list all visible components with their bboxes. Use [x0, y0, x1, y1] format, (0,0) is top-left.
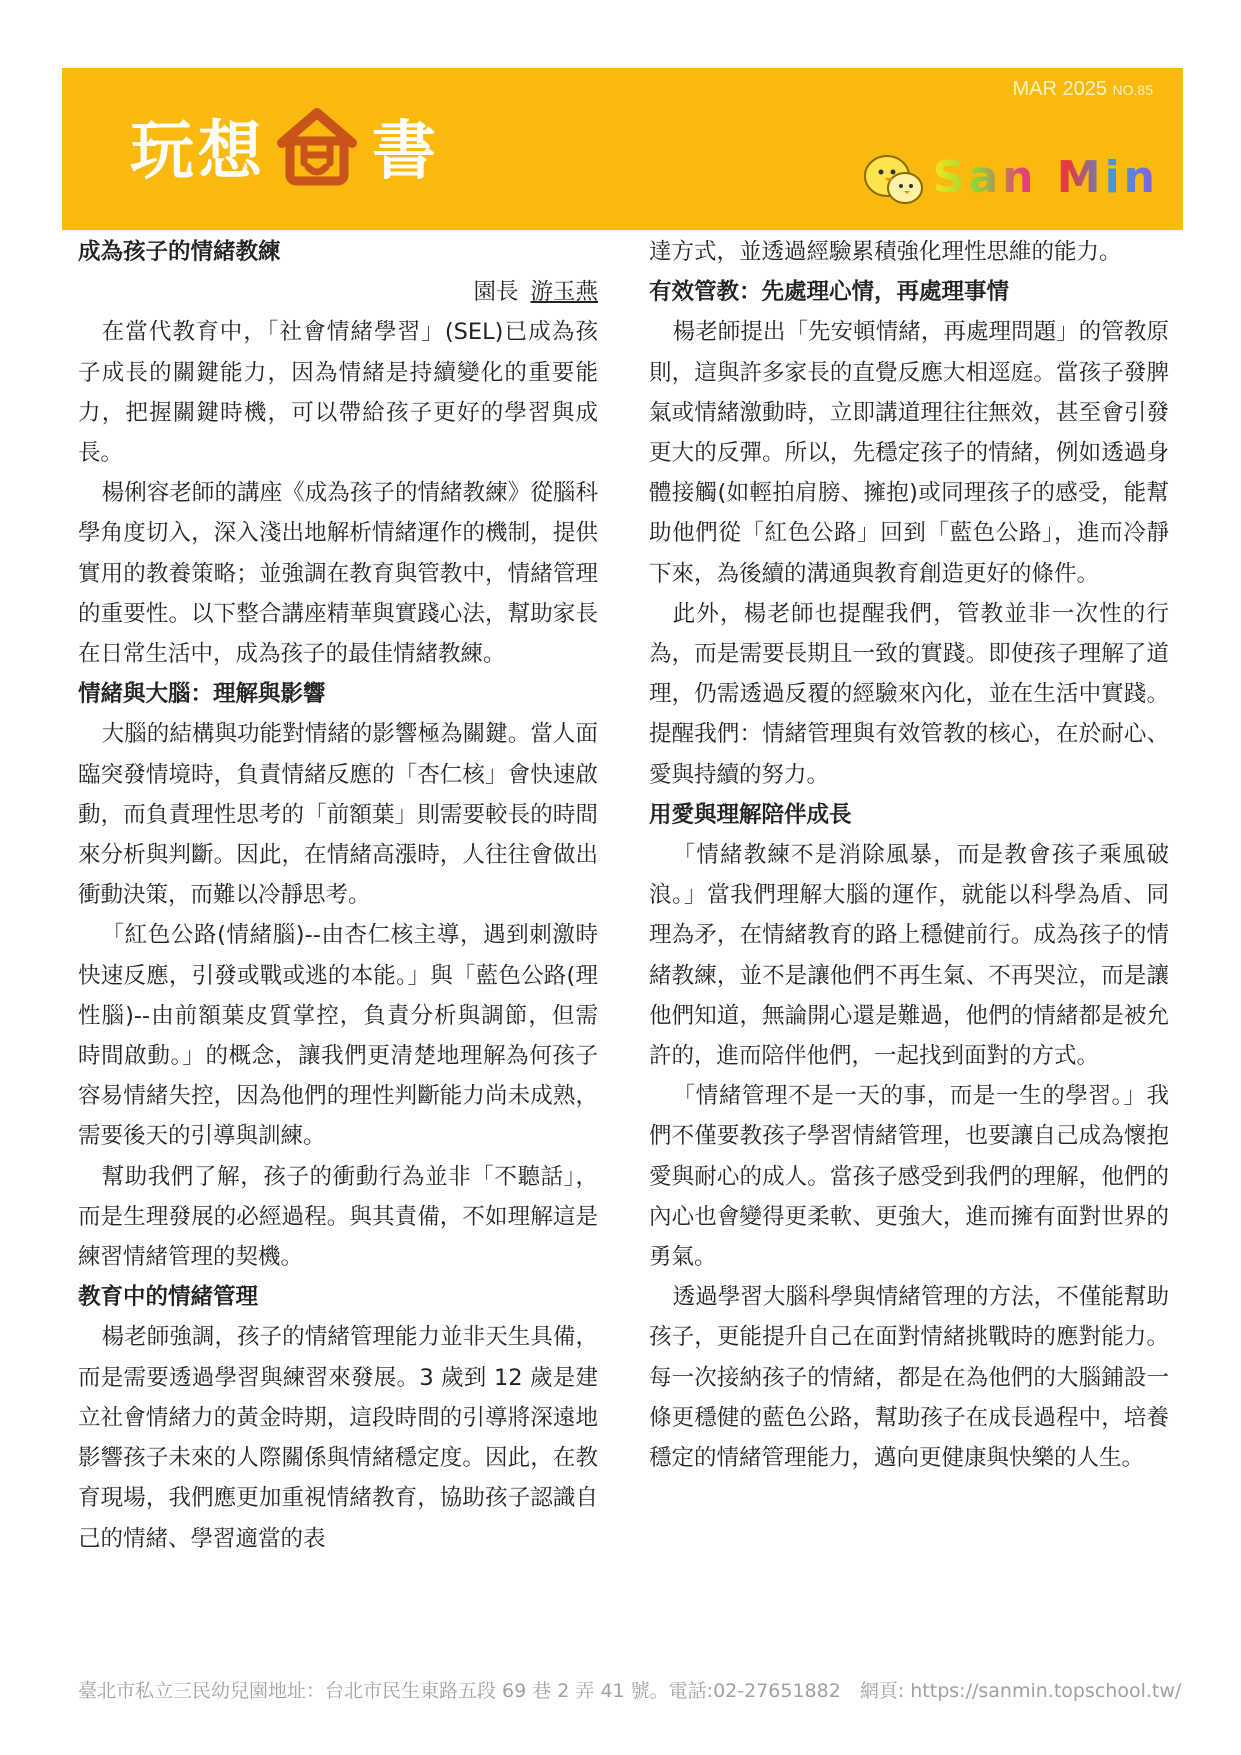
paragraph: 在當代教育中，「社會情緒學習」(SEL)已成為孩子成長的關鍵能力，因為情緒是持續變化的重要能力，把握關鍵時機，可以帶給孩子更好的學習與成長。	[78, 319, 598, 467]
paragraph: 楊老師強調，孩子的情緒管理能力並非天生具備，而是需要透過學習與練習來發展。3 歲到 12 歲是建立社會情緒力的黃金時期，這段時間的引導將深遠地影響孩子未來的人際關係與情緒穩定度。因此，在教育現場，我們應更加重視情緒教育，協助孩子認識自己的情緒、學習適當的表	[78, 1324, 598, 1552]
paragraph: 「情緒管理不是一天的事，而是一生的學習。」我們不僅要教孩子學習情緒管理，也要讓自己成為懷抱愛與耐心的成人。當孩子感受到我們的理解，他們的內心也會變得更柔軟、更強大，進而擁有面對世界的勇氣。	[649, 1083, 1169, 1271]
author-role: 園長	[473, 279, 519, 306]
right-column	[649, 232, 1169, 1478]
paragraph: 大腦的結構與功能對情緒的影響極為關鍵。當人面臨突發情境時，負責情緒反應的「杏仁核」會快速啟動，而負責理性思考的「前額葉」則需要較長的時間來分析與判斷。因此，在情緒高漲時，人往往會做出衝動決策，而難以冷靜思考。	[78, 721, 598, 909]
issue-info	[1012, 78, 1153, 101]
mascot-chicks-icon	[861, 146, 927, 208]
header-banner	[62, 68, 1183, 230]
newsletter-title	[130, 100, 440, 192]
section-heading: 用愛與理解陪伴成長	[649, 801, 852, 828]
article-title: 成為孩子的情緒教練	[78, 239, 281, 265]
issue-date: MAR 2025	[1012, 78, 1107, 100]
author-name: 游玉燕	[530, 279, 598, 306]
paragraph-continued: 達方式，並透過經驗累積強化理性思維的能力。	[649, 239, 1122, 265]
paragraph: 「情緒教練不是消除風暴，而是教會孩子乘風破浪。」當我們理解大腦的運作，就能以科學為盾、同理為矛，在情緒教育的路上穩健前行。成為孩子的情緒教練，並不是讓他們不再生氣、不再哭泣，而是讓他們知道，無論開心還是難過，他們的情緒都是被允許的，進而陪伴他們，一起找到面對的方式。	[649, 842, 1169, 1070]
title-part1: 玩想	[130, 115, 266, 189]
paragraph: 此外，楊老師也提醒我們，管教並非一次性的行為，而是需要長期且一致的實踐。即使孩子理解了道理，仍需透過反覆的經驗來內化，並在生活中實踐。提醒我們：情緒管理與有效管教的核心，在於耐心、愛與持續的努力。	[649, 600, 1169, 788]
paragraph: 楊老師提出「先安頓情緒，再處理問題」的管教原則，這與許多家長的直覺反應大相逕庭。當孩子發脾氣或情緒激動時，立即講道理往往無效，甚至會引發更大的反彈。所以，先穩定孩子的情緒，例如透過身體接觸(如輕拍肩膀、擁抱)或同理孩子的感受，能幫助他們從「紅色公路」回到「藍色公路」，進而冷靜下來，為後續的溝通與教育創造更好的條件。	[649, 319, 1169, 587]
paragraph: 楊俐容老師的講座《成為孩子的情緒教練》從腦科學角度切入，深入淺出地解析情緒運作的機制，提供實用的教養策略；並強調在教育與管教中，情緒管理的重要性。以下整合講座精華與實踐心法，幫助家長在日常生活中，成為孩子的最佳情緒教練。	[78, 480, 598, 668]
sanmin-logo-text: San Min	[932, 151, 1159, 203]
section-heading: 有效管教：先處理心情，再處理事情	[649, 279, 1010, 306]
issue-number: NO.85	[1112, 82, 1153, 98]
paragraph: 幫助我們了解，孩子的衝動行為並非「不聽話」，而是生理發展的必經過程。與其責備，不如理解這是練習情緒管理的契機。	[78, 1163, 598, 1271]
footer-contact: 臺北市私立三民幼兒園地址：台北市民生東路五段 69 巷 2 弄 41 號。電話:02-27651882 網頁: https://sanmin.topschool.tw/	[78, 1680, 1182, 1702]
title-part2: 書	[372, 115, 440, 189]
paragraph: 「紅色公路(情緒腦)--由杏仁核主導，遇到刺激時快速反應，引發或戰或逃的本能。」與「藍色公路(理性腦)--由前額葉皮質掌控，負責分析與調節，但需時間啟動。」的概念，讓我們更清楚地理解為何孩子容易情緒失控，因為他們的理性判斷能力尚未成熟，需要後天的引導與訓練。	[78, 922, 598, 1150]
house-logo-icon	[274, 103, 360, 189]
section-heading: 情緒與大腦：理解與影響	[78, 681, 326, 708]
sanmin-logo	[861, 146, 1159, 208]
paragraph: 透過學習大腦科學與情緒管理的方法，不僅能幫助孩子，更能提升自己在面對情緒挑戰時的應對能力。每一次接納孩子的情緒，都是在為他們的大腦鋪設一條更穩健的藍色公路，幫助孩子在成長過程中，培養穩定的情緒管理能力，邁向更健康與快樂的人生。	[649, 1284, 1169, 1472]
section-heading: 教育中的情緒管理	[78, 1284, 259, 1311]
author-line	[78, 272, 598, 312]
left-column	[78, 232, 598, 1559]
